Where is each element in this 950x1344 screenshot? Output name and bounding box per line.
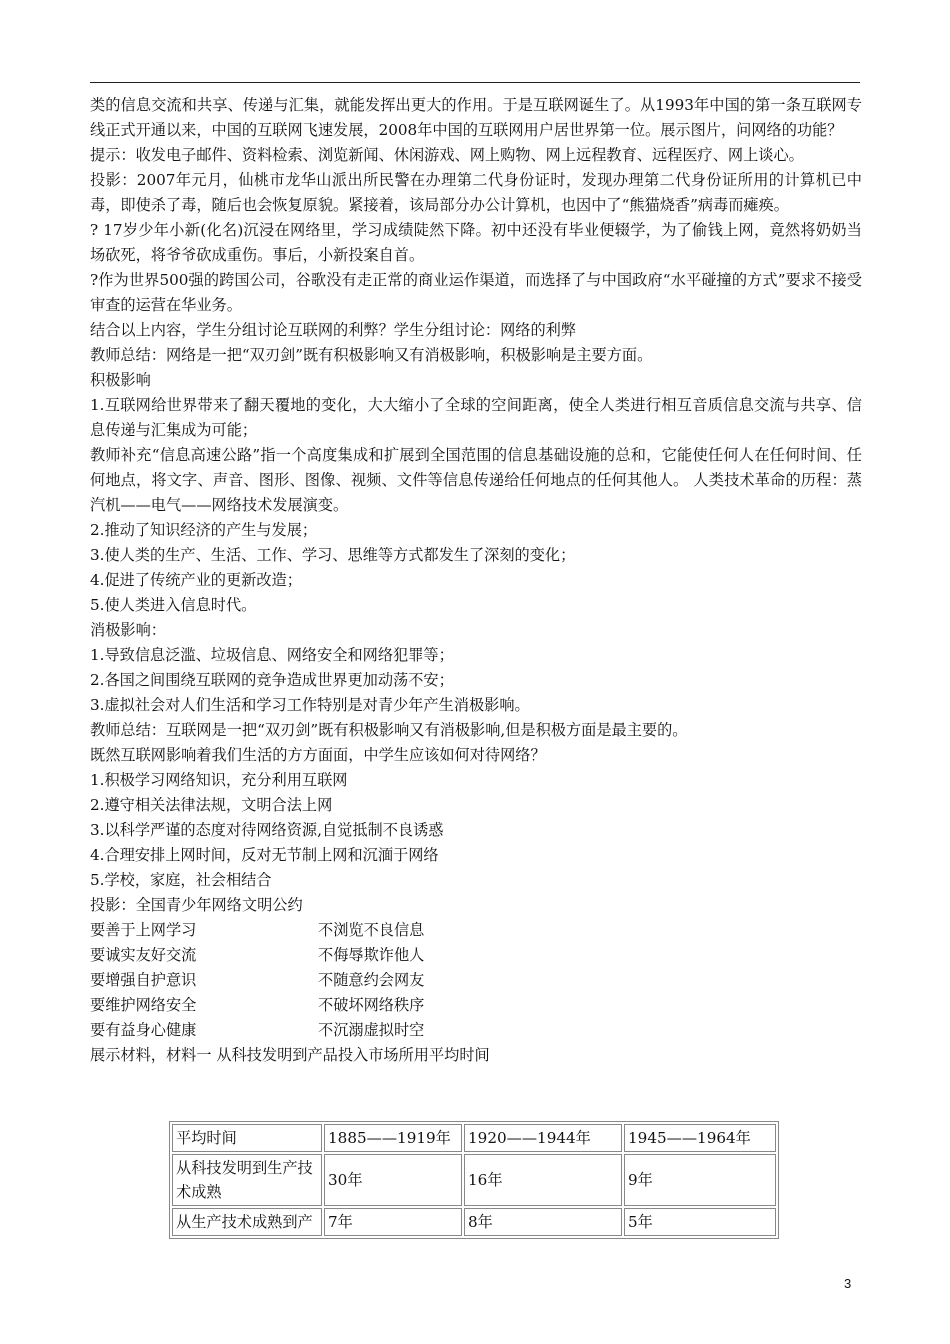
convention-left: 要增强自护意识 xyxy=(90,971,197,989)
paragraph: 教师总结：互联网是一把“双刃剑”既有积极影响又有消极影响,但是积极方面是最主要的。 xyxy=(90,721,688,739)
table-cell: 9年 xyxy=(624,1154,776,1206)
paragraph: 4.合理安排上网时间，反对无节制上网和沉湎于网络 xyxy=(90,846,439,864)
table-cell: 5年 xyxy=(624,1208,776,1236)
table-cell: 30年 xyxy=(324,1154,462,1206)
convention-right: 不浏览不良信息 xyxy=(318,921,425,939)
convention-line xyxy=(90,968,862,993)
paragraph: 投影：2007年元月，仙桃市龙华山派出所民警在办理第二代身份证时，发现办理第二代身份证所用的计算机已中毒，即使杀了毒，随后也会恢复原貌。紧接着，该局部分办公计算机，也因中了“熊猫烧香”病毒而瘫痪。 xyxy=(90,171,862,214)
paragraph: 3.使人类的生产、生活、工作、学习、思维等方式都发生了深刻的变化； xyxy=(90,546,576,564)
table-header-cell: 平均时间 xyxy=(172,1124,322,1152)
document-body xyxy=(90,93,862,1068)
table-cell: 8年 xyxy=(464,1208,622,1236)
convention-right: 不随意约会网友 xyxy=(318,971,425,989)
table-header-cell: 1945——1964年 xyxy=(624,1124,776,1152)
table-header-row xyxy=(172,1124,776,1152)
paragraph: ? 17岁少年小新(化名)沉浸在网络里，学习成绩陡然下降。初中还没有毕业便辍学，为了偷钱上网，竟然将奶奶当场砍死，将爷爷砍成重伤。事后，小新投案自首。 xyxy=(90,221,862,264)
convention-left: 要维护网络安全 xyxy=(90,996,197,1014)
page-number: 3 xyxy=(844,1276,852,1291)
paragraph: 2.各国之间围绕互联网的竞争造成世界更加动荡不安； xyxy=(90,671,454,689)
paragraph: 类的信息交流和共享、传递与汇集，就能发挥出更大的作用。于是互联网诞生了。从1993年中国的第一条互联网专线正式开通以来，中国的互联网飞速发展，2008年中国的互联网用户居世界第一位。展示图片，问网络的功能？ xyxy=(90,96,862,139)
section-heading: 消极影响： xyxy=(90,621,166,639)
convention-left: 要有益身心健康 xyxy=(90,1021,197,1039)
paragraph: 5.学校，家庭，社会相结合 xyxy=(90,871,272,889)
paragraph: 教师补充“信息高速公路”指一个高度集成和扩展到全国范围的信息基础设施的总和，它能使任何人在任何时间、任何地点，将文字、声音、图形、图像、视频、文件等信息传递给任何地点的任何其他人。 人类技术革命的历程：蒸汽机——电气——网络技术发展演变。 xyxy=(90,446,862,514)
invention-time-table xyxy=(169,1121,779,1239)
convention-line xyxy=(90,1018,862,1043)
paragraph: 3.虚拟社会对人们生活和学习工作特别是对青少年产生消极影响。 xyxy=(90,696,530,714)
convention-line xyxy=(90,918,862,943)
table-cell: 从生产技术成熟到产 xyxy=(172,1208,322,1236)
section-heading: 积极影响 xyxy=(90,371,151,389)
paragraph: 结合以上内容，学生分组讨论互联网的利弊？学生分组讨论：网络的利弊 xyxy=(90,321,576,339)
convention-right: 不破坏网络秩序 xyxy=(318,996,425,1014)
paragraph: 2.推动了知识经济的产生与发展； xyxy=(90,521,318,539)
paragraph: 既然互联网影响着我们生活的方方面面，中学生应该如何对待网络？ xyxy=(90,746,546,764)
paragraph: 1.导致信息泛滥、垃圾信息、网络安全和网络犯罪等； xyxy=(90,646,454,664)
table-header-cell: 1920——1944年 xyxy=(464,1124,622,1152)
paragraph: 提示：收发电子邮件、资料检索、浏览新闻、休闲游戏、网上购物、网上远程教育、远程医疗、网上谈心。 xyxy=(90,146,804,164)
paragraph: 2.遵守相关法律法规，文明合法上网 xyxy=(90,796,333,814)
paragraph: 4.促进了传统产业的更新改造； xyxy=(90,571,302,589)
paragraph: 5.使人类进入信息时代。 xyxy=(90,596,257,614)
table-row xyxy=(172,1208,776,1236)
table-cell: 16年 xyxy=(464,1154,622,1206)
paragraph: 1.积极学习网络知识，充分利用互联网 xyxy=(90,771,348,789)
convention-left: 要善于上网学习 xyxy=(90,921,197,939)
paragraph: 1.互联网给世界带来了翻天覆地的变化，大大缩小了全球的空间距离，使全人类进行相互音质信息交流与共享、信息传递与汇集成为可能； xyxy=(90,396,862,439)
table-row xyxy=(172,1154,776,1206)
material-caption: 展示材料，材料一 从科技发明到产品投入市场所用平均时间 xyxy=(90,1046,490,1064)
convention-left: 要诚实友好交流 xyxy=(90,946,197,964)
paragraph: 教师总结：网络是一把“双刃剑”既有积极影响又有消极影响，积极影响是主要方面。 xyxy=(90,346,653,364)
convention-line xyxy=(90,943,862,968)
convention-right: 不侮辱欺诈他人 xyxy=(318,946,425,964)
table-header-cell: 1885——1919年 xyxy=(324,1124,462,1152)
paragraph: ?作为世界500强的跨国公司，谷歌没有走正常的商业运作渠道，而选择了与中国政府“水平碰撞的方式”要求不接受审查的运营在华业务。 xyxy=(90,271,862,314)
convention-right: 不沉溺虚拟时空 xyxy=(318,1021,425,1039)
convention-line xyxy=(90,993,862,1018)
table-cell: 7年 xyxy=(324,1208,462,1236)
paragraph: 3.以科学严谨的态度对待网络资源,自觉抵制不良诱惑 xyxy=(90,821,444,839)
paragraph: 投影：全国青少年网络文明公约 xyxy=(90,896,303,914)
table-cell: 从科技发明到生产技术成熟 xyxy=(172,1154,322,1206)
header-rule xyxy=(90,82,860,83)
